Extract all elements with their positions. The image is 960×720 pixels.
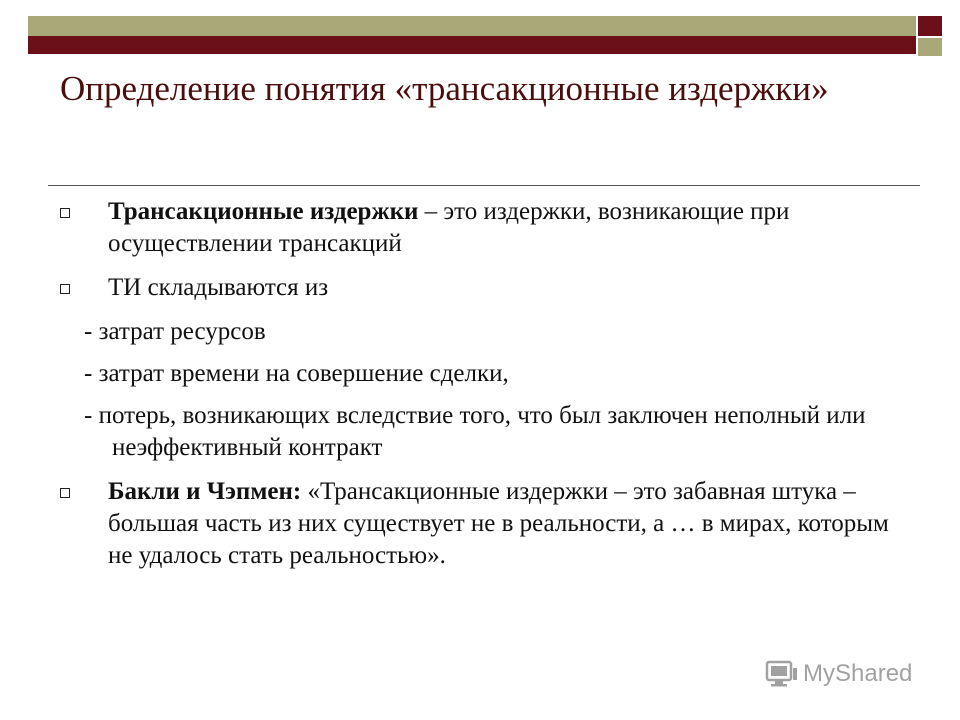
watermark-logo	[765, 656, 912, 692]
presentation-icon	[765, 659, 799, 689]
watermark-text: MyShared	[803, 660, 913, 687]
slide-title: Определение понятия «трансакционные издержки»	[60, 69, 829, 108]
square-bullet-icon	[60, 208, 70, 218]
quote-author-bold: Бакли и Чэпмен:	[108, 478, 302, 505]
header-bar-maroon	[28, 36, 916, 54]
term-bold: Трансакционные издержки	[108, 198, 419, 225]
header-square-olive	[918, 38, 942, 56]
item-text: ТИ складываются из	[108, 274, 329, 301]
list-item	[60, 272, 910, 304]
title-divider	[48, 185, 920, 186]
header-square-maroon	[918, 16, 942, 36]
dash-item: - потерь, возникающих вследствие того, что был заключен неполный или неэффективный контракт	[84, 402, 866, 461]
slide-content	[60, 196, 910, 572]
square-bullet-icon	[60, 284, 70, 294]
square-bullet-icon	[60, 488, 70, 498]
dash-item: - затрат времени на совершение сделки,	[84, 360, 509, 387]
item-text: – это издержки, возникающие при осуществлении трансакций	[108, 198, 790, 257]
list-item	[60, 476, 910, 572]
header-bar-olive	[28, 16, 916, 36]
list-item	[60, 196, 910, 260]
quote-text: «Трансакционные издержки – это забавная штука – большая часть из них существует не в реальности, а … в мирах, которым не удалось стать реальностью».	[108, 478, 889, 569]
dash-item: - затрат ресурсов	[84, 318, 266, 345]
